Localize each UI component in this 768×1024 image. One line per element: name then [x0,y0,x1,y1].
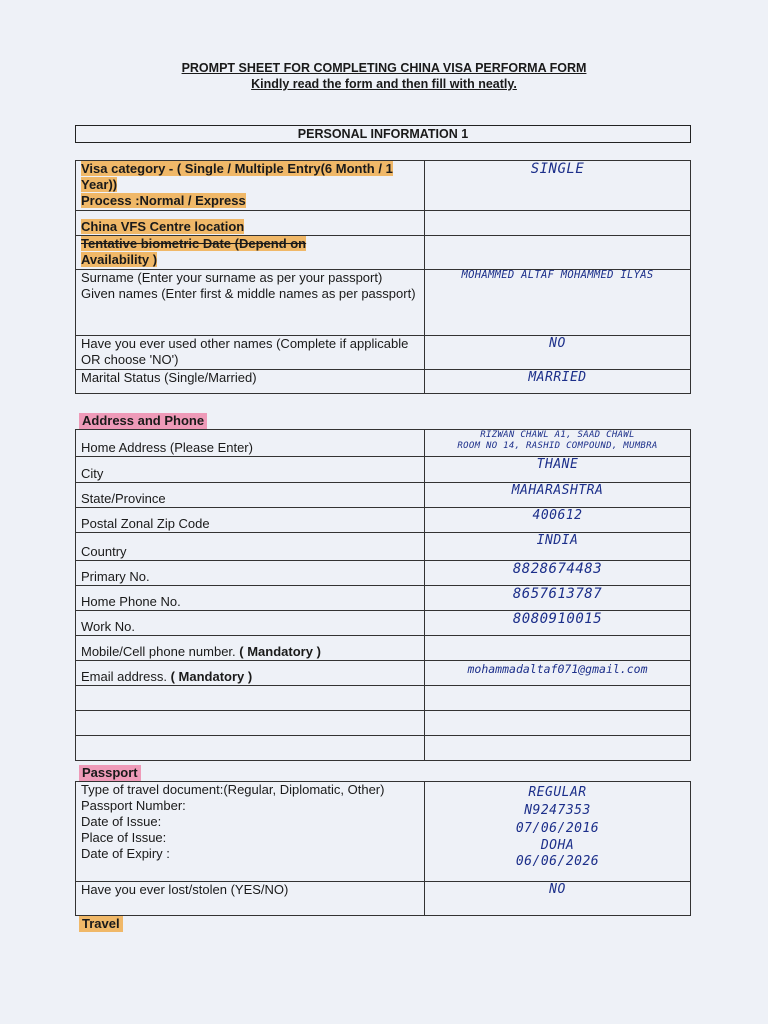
blank-row-2-label [76,711,425,736]
travel-section-label: Travel [79,916,123,932]
home-phone-label: Home Phone No. [76,586,425,611]
country-value[interactable]: INDIA [425,533,691,561]
sheet-title: PROMPT SHEET FOR COMPLETING CHINA VISA PERFORMA FORM [181,61,587,75]
mobile-value[interactable] [425,636,691,661]
issue-place-value: DOHA [540,838,575,853]
expiry-date-label: Date of Expiry : [81,846,170,861]
visa-category-cell [76,161,425,211]
city-value[interactable]: THANE [425,457,691,483]
state-value[interactable]: MAHARASHTRA [425,483,691,508]
issue-date-value: 07/06/2016 [515,821,600,836]
blank-row-3-label [76,736,425,761]
home-address-label: Home Address (Please Enter) [76,430,425,457]
availability-label: Availability ) [81,252,158,267]
visa-category-label: Visa category - ( Single / Multiple Entry(6 Month / 1 Year)) [81,161,393,192]
given-names-value[interactable]: MOHAMMED ALTAF MOHAMMED ILYAS [425,270,691,336]
issue-place-label: Place of Issue: [81,830,167,845]
blank-row-1-label [76,686,425,711]
doc-type-value: REGULAR [528,785,587,800]
personal-info-title: PERSONAL INFORMATION 1 [75,125,691,143]
country-label: Country [76,533,425,561]
passport-number-label: Passport Number: [81,798,186,813]
other-names-value[interactable]: NO [425,336,691,370]
home-address-line1: RIZWAN CHAWL A1, SAAD CHAWL [480,430,635,440]
sheet-instruction: Kindly read the form and then fill with neatly. [251,77,517,91]
email-label: Email address. [81,669,167,684]
biometric-cell [76,236,425,270]
vfs-location-label: China VFS Centre location [81,219,245,234]
work-no-value[interactable]: 8080910015 [425,611,691,636]
lost-stolen-label: Have you ever lost/stolen (YES/NO) [76,882,425,916]
email-mandatory: ( Mandatory ) [170,669,253,684]
home-address-value[interactable] [425,430,691,457]
home-phone-value[interactable]: 8657613787 [425,586,691,611]
blank-row-3-value[interactable] [425,736,691,761]
issue-date-label: Date of Issue: [81,814,162,829]
visa-category-value[interactable]: SINGLE [425,161,691,211]
other-names-label: Have you ever used other names (Complete if applicable OR choose 'NO') [76,336,425,370]
primary-no-value[interactable]: 8828674483 [425,561,691,586]
biometric-date-value[interactable] [425,236,691,270]
passport-labels-cell [76,782,425,882]
postal-code-label: Postal Zonal Zip Code [76,508,425,533]
lost-stolen-value[interactable]: NO [425,882,691,916]
blank-row-1-value[interactable] [425,686,691,711]
passport-table [75,781,691,916]
email-value[interactable]: mohammadaltaf071@gmail.com [425,661,691,686]
given-names-label: Given names (Enter first & middle names as per passport) [81,286,416,301]
marital-status-label: Marital Status (Single/Married) [76,370,425,394]
mobile-label: Mobile/Cell phone number. [81,644,236,659]
address-table [75,429,691,761]
city-label: City [76,457,425,483]
email-cell [76,661,425,686]
personal-info-table [75,160,691,394]
marital-status-value[interactable]: MARRIED [425,370,691,394]
surname-label: Surname (Enter your surname as per your passport) [81,270,383,285]
expiry-date-value: 06/06/2026 [515,854,600,869]
passport-values-cell[interactable] [425,782,691,882]
process-label: Process :Normal / Express [81,193,246,208]
address-section-label: Address and Phone [79,413,207,429]
primary-no-label: Primary No. [76,561,425,586]
mobile-mandatory: ( Mandatory ) [239,644,321,659]
work-no-label: Work No. [76,611,425,636]
mobile-cell [76,636,425,661]
names-cell [76,270,425,336]
doc-type-label: Type of travel document:(Regular, Diplomatic, Other) [81,782,385,797]
biometric-date-label: Tentative biometric Date (Depend on [81,236,307,251]
passport-section-label: Passport [79,765,141,781]
vfs-cell [76,211,425,236]
state-label: State/Province [76,483,425,508]
postal-code-value[interactable]: 400612 [425,508,691,533]
blank-row-2-value[interactable] [425,711,691,736]
home-address-line2: ROOM NO 14, RASHID COMPOUND, MUMBRA [457,441,658,451]
passport-number-value: N9247353 [524,803,591,818]
vfs-location-value[interactable] [425,211,691,236]
